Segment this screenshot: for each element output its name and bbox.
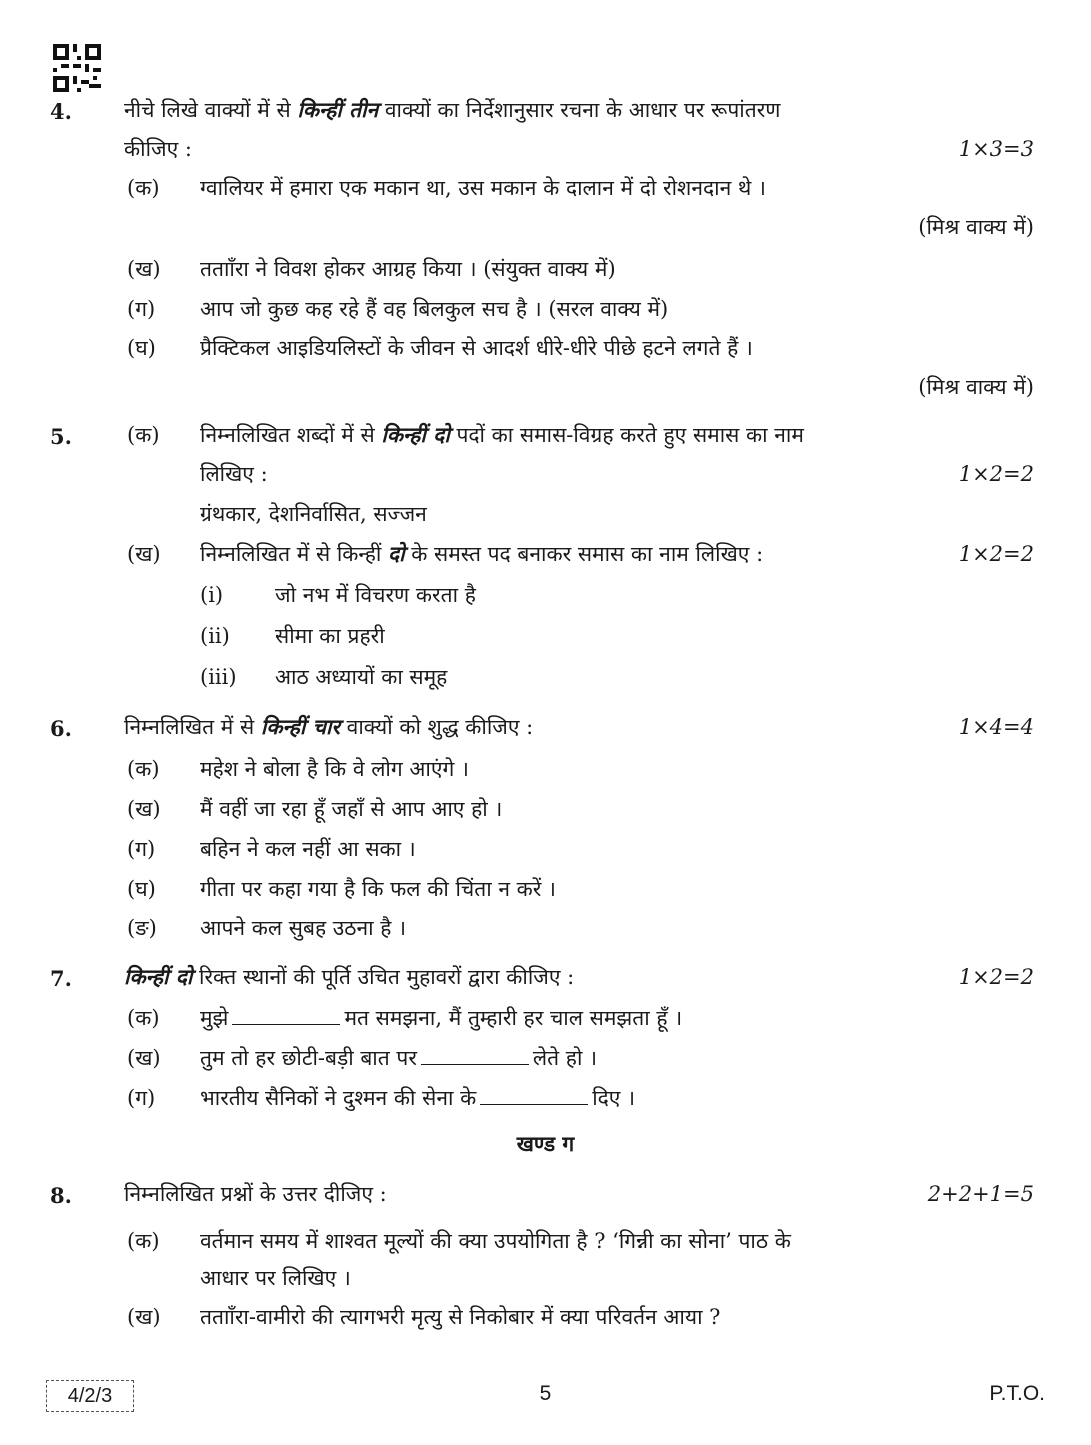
item-label: (घ) — [127, 877, 156, 901]
item-label: (ग) — [127, 1086, 156, 1110]
item-label: (ङ) — [127, 916, 157, 940]
question-5-ka-stem: निम्नलिखित शब्दों में से किन्हीं दो पदों का समास-विग्रह करते हुए समास का नाम — [200, 422, 804, 447]
question-4-stem-cont: कीजिए : — [124, 137, 192, 161]
question-6-stem: निम्नलिखित में से किन्हीं चार वाक्यों को शुद्ध कीजिए : — [124, 714, 534, 739]
item-text: ततााँरा-वामीरो की त्यागभरी मृत्यु से निकोबार में क्या परिवर्तन आया ? — [200, 1305, 721, 1329]
question-7-stem: किन्हीं दो रिक्त स्थानों की पूर्ति उचित मुहावरों द्वारा कीजिए : — [124, 964, 575, 989]
item-text: ततााँरा ने विवश होकर आग्रह किया । (संयुक्त वाक्य में) — [200, 257, 616, 281]
item-label: (ग) — [127, 837, 156, 861]
item-label: (क) — [127, 757, 160, 781]
item-text: महेश ने बोला है कि वे लोग आएंगे । — [200, 757, 469, 781]
blank-line — [421, 1044, 529, 1065]
marks: 1×2=2 — [958, 462, 1034, 486]
marks: 1×2=2 — [958, 965, 1034, 989]
question-number: 8. — [50, 1183, 72, 1208]
item-note: (मिश्र वाक्य में) — [918, 375, 1034, 399]
fill-blank-item: तुम तो हर छोटी-बड़ी बात पर लेते हो । — [200, 1046, 598, 1070]
sub-item-label: (ii) — [200, 624, 230, 648]
item-text: गीता पर कहा गया है कि फल की चिंता न करें । — [200, 877, 557, 901]
paper-code: 4/2/3 — [46, 1380, 134, 1412]
item-text: आप जो कुछ कह रहे हैं वह बिलकुल सच है । (सरल वाक्य में) — [200, 297, 669, 321]
question-number: 5. — [50, 424, 72, 449]
question-number: 7. — [50, 966, 72, 991]
item-label: (क) — [127, 1229, 160, 1253]
sub-item-text: आठ अध्यायों का समूह — [275, 665, 448, 689]
item-label: (क) — [127, 1006, 160, 1030]
marks: 1×3=3 — [958, 137, 1034, 161]
item-label: (ग) — [127, 297, 156, 321]
item-text: मैं वहीं जा रहा हूँ जहाँ से आप आए हो । — [200, 797, 503, 821]
item-text: वर्तमान समय में शाश्वत मूल्यों की क्या उपयोगिता है ? ‘गिन्नी का सोना’ पाठ के — [200, 1229, 791, 1253]
question-4-stem: नीचे लिखे वाक्यों में से किन्हीं तीन वाक्यों का निर्देशानुसार रचना के आधार पर रूपांतरण — [124, 97, 781, 122]
sub-item-label: (iii) — [200, 665, 237, 689]
question-number: 4. — [50, 99, 72, 124]
marks: 1×4=4 — [958, 715, 1034, 739]
item-text: ग्वालियर में हमारा एक मकान था, उस मकान के दालान में दो रोशनदान थे । — [200, 176, 766, 200]
item-text-cont: आधार पर लिखिए । — [200, 1266, 351, 1290]
item-text: प्रैक्टिकल आइडियलिस्टों के जीवन से आदर्श धीरे-धीरे पीछे हटने लगते हैं । — [200, 336, 753, 360]
item-note: (मिश्र वाक्य में) — [918, 215, 1034, 239]
item-text: आपने कल सुबह उठना है । — [200, 916, 407, 940]
sub-item-text: सीमा का प्रहरी — [275, 624, 385, 648]
sub-item-text: जो नभ में विचरण करता है — [275, 583, 476, 607]
question-5-kha-stem: निम्नलिखित में से किन्हीं दो के समस्त पद बनाकर समास का नाम लिखिए : — [200, 541, 764, 566]
word-list: ग्रंथकार, देशनिर्वासित, सज्जन — [200, 502, 427, 526]
blank-line — [480, 1084, 588, 1105]
item-text: बहिन ने कल नहीं आ सका । — [200, 837, 416, 861]
marks: 2+2+1=5 — [927, 1182, 1034, 1206]
fill-blank-item: मुझे मत समझना, मैं तुम्हारी हर चाल समझता हूँ । — [200, 1006, 683, 1030]
qr-code-icon — [53, 44, 101, 92]
item-label: (घ) — [127, 336, 156, 360]
item-label: (ख) — [127, 1305, 161, 1329]
blank-line — [232, 1004, 340, 1025]
item-label: (क) — [127, 423, 160, 447]
page-number: 5 — [539, 1382, 552, 1405]
please-turn-over: P.T.O. — [989, 1382, 1045, 1405]
item-label: (ख) — [127, 257, 161, 281]
section-heading: खण्ड ग — [516, 1131, 575, 1156]
marks: 1×2=2 — [958, 542, 1034, 566]
sub-item-label: (i) — [200, 583, 224, 607]
item-label: (ख) — [127, 542, 161, 566]
question-5-ka-stem-cont: लिखिए : — [200, 462, 268, 486]
item-label: (ख) — [127, 797, 161, 821]
question-8-stem: निम्नलिखित प्रश्नों के उत्तर दीजिए : — [124, 1182, 387, 1206]
question-number: 6. — [50, 716, 72, 741]
fill-blank-item: भारतीय सैनिकों ने दुश्मन की सेना के दिए । — [200, 1086, 636, 1110]
item-label: (क) — [127, 176, 160, 200]
item-label: (ख) — [127, 1046, 161, 1070]
